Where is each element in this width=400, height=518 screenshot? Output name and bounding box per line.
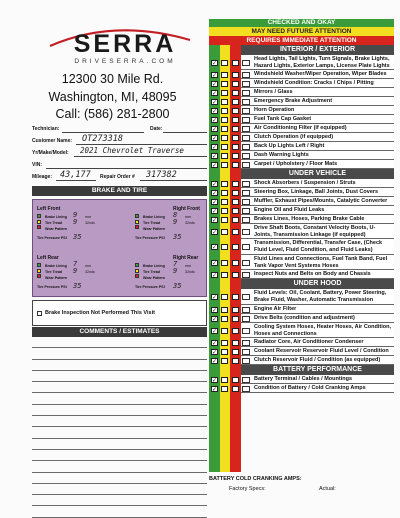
checklist-item-label: Air Conditioning Filter (if equipped) xyxy=(254,125,347,131)
checklist-item xyxy=(241,239,394,255)
lf-psi-label: Tire Pressure PSI xyxy=(37,236,67,240)
checklist-item xyxy=(241,314,394,323)
vin-line[interactable] xyxy=(46,168,207,169)
checklist-item xyxy=(241,55,394,70)
status-checkbox[interactable] xyxy=(232,81,239,87)
shop-phone: Call: (586) 281-2800 xyxy=(55,107,170,121)
checklist-item xyxy=(241,97,394,106)
ok-checkbox[interactable]: ✓ xyxy=(212,348,218,356)
item-note-box[interactable] xyxy=(242,153,250,159)
checklist-item-label: Brakes Lines, Hoses, Parking Brake Cable xyxy=(254,216,365,222)
ok-checkbox[interactable]: ✓ xyxy=(212,327,218,335)
status-checkbox[interactable] xyxy=(232,190,239,196)
rf-wear-label: Wear Pattern xyxy=(143,227,166,231)
status-checkbox[interactable] xyxy=(221,99,228,105)
checklist-item-label: Drive Belts (condition and adjustment) xyxy=(254,315,355,321)
section-header: UNDER HOOD xyxy=(241,279,394,289)
lf-32-unit: 32nds xyxy=(85,221,95,225)
rf-32-unit: 32nds xyxy=(185,221,195,225)
checklist-item xyxy=(241,197,394,206)
ok-checkbox[interactable]: ✓ xyxy=(212,71,218,79)
checklist-item xyxy=(241,124,394,133)
checklist-item xyxy=(241,255,394,270)
checklist-item xyxy=(241,142,394,151)
lf-lining-label: Brake Lining xyxy=(45,215,67,219)
customer-name-label: Customer Name: xyxy=(32,138,73,144)
checklist-item-label: Cooling System Hoses, Heater Hoses, Air Condition, Hoses and Connections xyxy=(254,324,392,337)
ok-checkbox[interactable]: ✓ xyxy=(212,306,218,314)
legend-immediate: REQUIRES IMMEDIATE ATTENTION xyxy=(209,36,394,45)
section-header: UNDER VEHICLE xyxy=(241,169,394,179)
lr-tread-label: Tire Tread xyxy=(45,270,63,274)
status-checkbox[interactable] xyxy=(221,316,228,322)
status-checkbox[interactable] xyxy=(221,60,228,66)
status-squares[interactable] xyxy=(37,214,41,231)
checklist-item-label: Engine Oil and Fluid Leaks xyxy=(254,207,325,213)
ok-checkbox[interactable]: ✓ xyxy=(212,207,218,215)
checklist-item xyxy=(241,160,394,169)
status-checkbox[interactable] xyxy=(221,153,228,159)
checklist-item xyxy=(241,347,394,356)
shop-address-line2: Washington, MI, 48095 xyxy=(48,90,177,104)
lf-tread-label: Tire Tread xyxy=(45,221,63,225)
item-note-box[interactable] xyxy=(242,229,250,235)
brake-tire-panel xyxy=(32,199,207,297)
checklist-item-label: Inspect Nuts and Belts on Body and Chassis xyxy=(254,271,371,277)
status-checkbox[interactable] xyxy=(232,162,239,168)
date-line[interactable] xyxy=(163,132,207,133)
status-checkbox[interactable] xyxy=(232,153,239,159)
brake-not-performed-box xyxy=(32,300,207,326)
status-checkbox[interactable] xyxy=(232,208,239,214)
checklist-item xyxy=(241,115,394,124)
mileage-label: Mileage: xyxy=(32,174,53,180)
checklist-item-label: Transmission, Differential, Transfer Case, (Check Fluid Level, Fluid Condition, and Fluid Leaks) xyxy=(254,240,383,253)
item-note-box[interactable] xyxy=(242,117,250,123)
item-note-box[interactable] xyxy=(242,316,250,322)
logo-url: DRIVESERRA.COM xyxy=(74,58,176,65)
status-checkbox[interactable] xyxy=(232,244,239,250)
ok-checkbox[interactable]: ✓ xyxy=(212,271,218,279)
ok-checkbox[interactable]: ✓ xyxy=(212,152,218,160)
checklist-item xyxy=(241,79,394,88)
brake-not-performed-label: Brake Inspection Not Performed This Visit xyxy=(45,310,155,316)
item-note-box[interactable] xyxy=(242,108,250,114)
technician-label: Technician: xyxy=(32,126,60,132)
lr-psi-label: Tire Pressure PSI xyxy=(37,285,67,289)
repair-order-label: Repair Order # xyxy=(100,174,135,180)
item-note-box[interactable] xyxy=(242,358,250,364)
ok-checkbox[interactable]: ✓ xyxy=(212,228,218,236)
status-checkbox[interactable] xyxy=(221,81,228,87)
lf-lining-value: 9 xyxy=(73,211,78,219)
checklist-item xyxy=(241,206,394,215)
ok-checkbox[interactable]: ✓ xyxy=(212,116,218,124)
ymm-value: 2021 Chevrolet Traverse xyxy=(80,146,184,155)
checklist-item xyxy=(241,375,394,384)
checklist-item xyxy=(241,215,394,224)
checklist-item-label: Fluid Lines and Connections, Fuel Tank Band, Fuel Tank Vapor Vent Systems Hoses xyxy=(254,256,388,269)
item-note-box[interactable] xyxy=(242,72,250,78)
rf-tread-value: 9 xyxy=(173,218,178,226)
status-checkbox[interactable] xyxy=(232,117,239,123)
checklist-item-label: Engine Air Filter xyxy=(254,306,297,312)
status-checkbox[interactable] xyxy=(221,117,228,123)
date-label: Date: xyxy=(150,126,163,132)
rf-psi-label: Tire Pressure PSI xyxy=(135,236,165,240)
factory-specs-label: Factory Specs: xyxy=(229,486,266,492)
rf-lining-value: 8 xyxy=(173,211,178,219)
checklist-item xyxy=(241,88,394,97)
repair-order-value: 317382 xyxy=(146,170,177,180)
lf-tread-value: 9 xyxy=(73,218,78,226)
checklist-item-label: Radiator Core, Air Conditioner Condenser xyxy=(254,339,364,345)
status-checkbox[interactable] xyxy=(221,260,228,266)
lr-tread-value: 9 xyxy=(73,267,78,275)
ok-checkbox[interactable]: ✓ xyxy=(212,98,218,106)
checklist-item xyxy=(241,106,394,115)
actual-label: Actual: xyxy=(319,486,336,492)
comments-area[interactable] xyxy=(32,337,207,518)
status-checkbox[interactable] xyxy=(221,328,228,334)
status-checkbox[interactable] xyxy=(232,217,239,223)
checklist-item xyxy=(241,289,394,305)
checklist-item-label: Head Lights, Tail Lights, Turn Signals, Brake Lights, Hazard Lights, Exterior Lamps, License Plate Lights xyxy=(254,56,390,69)
ok-checkbox[interactable]: ✓ xyxy=(212,180,218,188)
ok-checkbox[interactable]: ✓ xyxy=(212,244,218,251)
status-checkbox[interactable] xyxy=(232,99,239,105)
battery-cca-label: BATTERY COLD CRANKING AMPS: xyxy=(209,476,302,482)
item-note-box[interactable] xyxy=(242,260,250,266)
status-checkbox[interactable] xyxy=(232,328,239,334)
status-checkbox[interactable] xyxy=(221,386,228,392)
checklist-item xyxy=(241,151,394,160)
lf-wear-label: Wear Pattern xyxy=(45,227,68,231)
status-checkbox[interactable] xyxy=(221,377,228,383)
item-note-box[interactable] xyxy=(242,217,250,223)
rr-tread-label: Tire Tread xyxy=(143,270,161,274)
rr-lining-label: Brake Lining xyxy=(143,264,165,268)
item-note-box[interactable] xyxy=(242,244,250,250)
item-note-box[interactable] xyxy=(242,328,250,334)
status-squares[interactable] xyxy=(37,263,41,280)
item-note-box[interactable] xyxy=(242,126,250,132)
ok-checkbox[interactable]: ✓ xyxy=(212,143,218,151)
status-checkbox[interactable] xyxy=(221,108,228,114)
status-checkbox[interactable] xyxy=(232,135,239,141)
checklist-item xyxy=(241,384,394,393)
item-note-box[interactable] xyxy=(242,377,250,383)
ok-checkbox[interactable]: ✓ xyxy=(212,216,218,224)
item-note-box[interactable] xyxy=(242,349,250,355)
rf-tread-label: Tire Tread xyxy=(143,221,161,225)
item-note-box[interactable] xyxy=(242,135,250,141)
brake-tire-header: BRAKE AND TIRE xyxy=(32,186,207,196)
checklist-item-label: Mirrors / Glass xyxy=(254,89,293,95)
checklist-item-label: Condition of Battery / Cold Cranking Amps xyxy=(254,385,366,391)
rr-mm-unit: mm xyxy=(185,264,191,268)
checklist-item xyxy=(241,179,394,188)
checklist-item-label: Coolant Reservoir Reservoir Fluid Level / Condition xyxy=(254,348,389,354)
rr-32-unit: 32nds xyxy=(185,270,195,274)
status-checkbox[interactable] xyxy=(221,144,228,150)
status-checkbox[interactable] xyxy=(221,72,228,78)
checklist-item xyxy=(241,270,394,279)
serra-logo xyxy=(44,24,194,68)
checklist-item xyxy=(241,70,394,79)
legend-future: MAY NEED FUTURE ATTENTION xyxy=(209,27,394,36)
repair-order-line[interactable] xyxy=(140,180,207,181)
corner-right-rear: Right Rear xyxy=(173,255,199,261)
status-checkbox[interactable] xyxy=(232,108,239,114)
item-note-box[interactable] xyxy=(242,81,250,87)
legend-ok: CHECKED AND OKAY xyxy=(209,19,394,27)
status-checkbox[interactable] xyxy=(232,377,239,383)
item-note-box[interactable] xyxy=(242,386,250,392)
item-note-box[interactable] xyxy=(242,181,250,187)
status-checkbox[interactable] xyxy=(221,162,228,168)
item-note-box[interactable] xyxy=(242,162,250,168)
checklist-item-label: Battery Terminal / Cables / Mountings xyxy=(254,376,352,382)
checklist-item-label: Fuel Tank Cap Gasket xyxy=(254,116,312,122)
inspection-checklist xyxy=(209,19,394,518)
lr-32-unit: 32nds xyxy=(85,270,95,274)
checklist-item xyxy=(241,224,394,239)
rf-mm-unit: mm xyxy=(185,215,191,219)
status-checkbox[interactable] xyxy=(232,349,239,355)
checklist-item-label: Steering Box, Linkage, Ball Joints, Dust Covers xyxy=(254,189,379,195)
ok-checkbox[interactable]: ✓ xyxy=(212,89,218,97)
checklist-item xyxy=(241,323,394,338)
status-squares[interactable] xyxy=(135,214,139,231)
checklist-item-label: Windshield Washer/Wiper Operation, Wiper Blades xyxy=(254,71,387,77)
ok-checkbox[interactable]: ✓ xyxy=(212,385,218,393)
section-header: INTERIOR / EXTERIOR xyxy=(241,45,394,55)
item-note-box[interactable] xyxy=(242,60,250,66)
status-checkbox[interactable] xyxy=(221,208,228,214)
status-checkbox[interactable] xyxy=(232,72,239,78)
lr-lining-label: Brake Lining xyxy=(45,264,67,268)
item-note-box[interactable] xyxy=(242,99,250,105)
ok-checkbox[interactable]: ✓ xyxy=(212,125,218,133)
rr-tread-value: 9 xyxy=(173,267,178,275)
lf-mm-unit: mm xyxy=(85,215,91,219)
status-checkbox[interactable] xyxy=(232,260,239,266)
logo-wordmark: SERRA xyxy=(73,30,177,58)
rr-psi-value: 35 xyxy=(173,282,182,290)
checklist-item-label: Drive Shaft Boots, Constant Velocity Boots, U-Joints, Transmission Linkage (if equipped) xyxy=(254,225,376,238)
lr-psi-value: 35 xyxy=(73,282,82,290)
ok-checkbox[interactable]: ✓ xyxy=(212,189,218,197)
checklist-item-label: Back Up Lights Left / Right xyxy=(254,143,325,149)
status-checkbox[interactable] xyxy=(232,358,239,364)
ok-checkbox[interactable]: ✓ xyxy=(212,59,218,67)
ok-checkbox[interactable]: ✓ xyxy=(212,339,218,347)
checklist-item xyxy=(241,133,394,142)
ok-checkbox[interactable]: ✓ xyxy=(212,107,218,115)
ymm-line[interactable] xyxy=(74,156,207,157)
status-checkbox[interactable] xyxy=(232,386,239,392)
status-checkbox[interactable] xyxy=(221,190,228,196)
status-checkbox[interactable] xyxy=(221,294,228,300)
checklist-item-label: Emergency Brake Adjustment xyxy=(254,98,333,104)
customer-name-line[interactable] xyxy=(76,144,207,145)
status-checkbox[interactable] xyxy=(221,349,228,355)
lr-wear-label: Wear Pattern xyxy=(45,276,68,280)
item-note-box[interactable] xyxy=(242,190,250,196)
vin-label: VIN: xyxy=(32,162,42,168)
ok-checkbox[interactable]: ✓ xyxy=(212,198,218,206)
status-checkbox[interactable] xyxy=(232,340,239,346)
item-note-box[interactable] xyxy=(242,272,250,278)
status-checkbox[interactable] xyxy=(221,181,228,187)
status-checkbox[interactable] xyxy=(232,60,239,66)
checklist-item-label: Clutch Operation (if equipped) xyxy=(254,134,334,140)
technician-line[interactable] xyxy=(62,132,144,133)
status-checkbox[interactable] xyxy=(221,358,228,364)
rr-psi-label: Tire Pressure PSI xyxy=(135,285,165,289)
checklist-item-label: Windshield Condition: Cracks / Chips / Pitting xyxy=(254,80,374,86)
checklist-item-label: Muffler, Exhaust Pipes/Mounts, Catalytic Converter xyxy=(254,198,388,204)
status-checkbox[interactable] xyxy=(232,144,239,150)
status-checkbox[interactable] xyxy=(232,229,239,235)
item-note-box[interactable] xyxy=(242,340,250,346)
checklist-item-label: Dash Warning Lights xyxy=(254,152,309,158)
ok-checkbox[interactable]: ✓ xyxy=(212,376,218,384)
lr-mm-unit: mm xyxy=(85,264,91,268)
status-squares[interactable] xyxy=(135,263,139,280)
ok-checkbox[interactable]: ✓ xyxy=(212,357,218,365)
status-checkbox[interactable] xyxy=(221,229,228,235)
status-checkbox[interactable] xyxy=(221,340,228,346)
status-checkbox[interactable] xyxy=(221,307,228,313)
checklist-item-label: Carpet / Upholstery / Floor Mats xyxy=(254,161,338,167)
ok-checkbox[interactable]: ✓ xyxy=(212,161,218,169)
brake-not-performed-checkbox[interactable] xyxy=(37,311,42,316)
ok-checkbox[interactable]: ✓ xyxy=(212,80,218,88)
checklist-item xyxy=(241,188,394,197)
status-checkbox[interactable] xyxy=(232,126,239,132)
status-checkbox[interactable] xyxy=(232,199,239,205)
lr-lining-value: 7 xyxy=(73,260,78,268)
checklist-item-label: Fluid Levels: Oil, Coolant, Battery, Power Steering, Brake Fluid, Washer, Automatic Transmission xyxy=(254,290,387,303)
checklist-item xyxy=(241,356,394,365)
status-checkbox[interactable] xyxy=(221,244,228,250)
item-note-box[interactable] xyxy=(242,144,250,150)
lf-psi-value: 35 xyxy=(73,233,82,241)
status-checkbox[interactable] xyxy=(221,199,228,205)
checklist-item xyxy=(241,305,394,314)
status-checkbox[interactable] xyxy=(221,90,228,96)
status-checkbox[interactable] xyxy=(221,272,228,278)
status-checkbox[interactable] xyxy=(221,217,228,223)
checklist-item-label: Clutch Reservoir Fluid / Condition (as equipped) xyxy=(254,357,381,363)
customer-name-value: OT273318 xyxy=(82,134,123,144)
status-checkbox[interactable] xyxy=(232,294,239,300)
ok-checkbox[interactable]: ✓ xyxy=(212,134,218,142)
ok-checkbox[interactable]: ✓ xyxy=(212,294,218,301)
item-note-box[interactable] xyxy=(242,208,250,214)
status-checkbox[interactable] xyxy=(221,126,228,132)
item-note-box[interactable] xyxy=(242,90,250,96)
rr-wear-label: Wear Pattern xyxy=(143,276,166,280)
shop-address-line1: 12300 30 Mile Rd. xyxy=(61,72,164,86)
status-checkbox[interactable] xyxy=(232,272,239,278)
ymm-label: Yr/Make/Model: xyxy=(32,150,69,156)
ok-checkbox[interactable]: ✓ xyxy=(212,259,218,267)
section-header: BATTERY PERFORMANCE xyxy=(241,365,394,375)
item-note-box[interactable] xyxy=(242,307,250,313)
mileage-line[interactable] xyxy=(56,180,96,181)
checklist-item-label: Shock Absorbers / Suspension / Struts xyxy=(254,180,356,186)
status-checkbox[interactable] xyxy=(232,90,239,96)
corner-left-rear: Left Rear xyxy=(37,255,59,261)
status-checkbox[interactable] xyxy=(232,181,239,187)
rr-lining-value: 7 xyxy=(173,260,178,268)
comments-header: COMMENTS / ESTIMATES xyxy=(32,327,207,337)
mileage-value: 43,177 xyxy=(60,170,91,180)
corner-right-front: Right Front xyxy=(173,206,200,212)
checklist-item-label: Horn Operation xyxy=(254,107,295,113)
ok-checkbox[interactable]: ✓ xyxy=(212,315,218,323)
status-checkbox[interactable] xyxy=(232,316,239,322)
item-note-box[interactable] xyxy=(242,294,250,300)
status-checkbox[interactable] xyxy=(232,307,239,313)
item-note-box[interactable] xyxy=(242,199,250,205)
status-checkbox[interactable] xyxy=(221,135,228,141)
rf-psi-value: 35 xyxy=(173,233,182,241)
checklist-item xyxy=(241,338,394,347)
rf-lining-label: Brake Lining xyxy=(143,215,165,219)
corner-left-front: Left Front xyxy=(37,206,61,212)
